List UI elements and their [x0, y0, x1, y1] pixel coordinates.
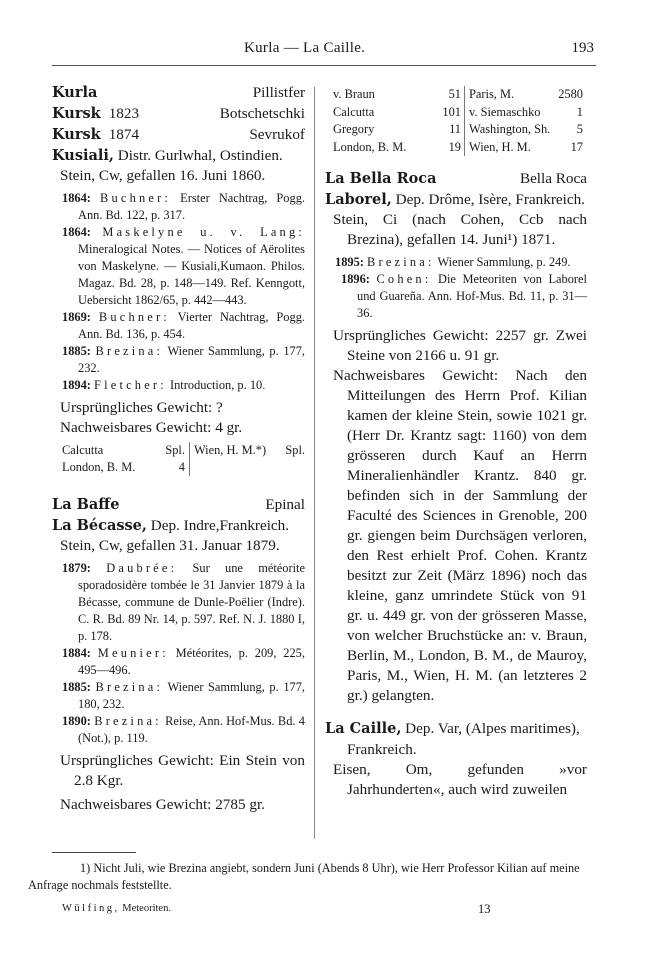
collection-row: v. Braun 51: [333, 87, 461, 101]
entry-year: 1823: [108, 105, 140, 122]
collection-row: London, B. M. 4: [62, 460, 185, 474]
literature-item: 1879: Daubrée: Sur une météorite sporadosidère tombée le 31 Janvier 1879 à la Bécasse, commune de Dunle-Poëlier (Indre). C. R. Bd. 89 Nr. 14, p. 597. Ref. N. J. 1880 I, p. 178.: [62, 561, 305, 643]
sheet-number: 13: [478, 902, 491, 916]
literature-item: 1885: Brezina: Wiener Sammlung, p. 177, 180, 232.: [62, 680, 305, 711]
see-reference: Botschetschki: [219, 105, 305, 122]
cross-ref-entry: [52, 103, 305, 124]
literature-item: 1890: Brezina: Reise, Ann. Hof-Mus. Bd. 4 (Not.), p. 119.: [62, 714, 305, 745]
collection-table: [62, 442, 305, 476]
original-weight: Ursprüngliches Gewicht: 2257 gr. Zwei Steine von 2166 u. 91 gr.: [333, 327, 587, 364]
header-rule: [52, 65, 596, 66]
entry-name: Kurla: [52, 84, 98, 101]
running-header: [52, 38, 616, 62]
signature-author: Wülfing,: [62, 903, 120, 914]
footnote-text: Nicht Juli, wie Brezina angiebt, sondern Juni (Abends 8 Uhr), wie Herr Professor Kilian auf meine Anfrage nochmals feststellte.: [28, 861, 580, 892]
cross-ref-entry: [325, 168, 587, 189]
collection-row: Wien, H. M.*) Spl.: [193, 443, 305, 457]
cross-ref-entry: [52, 82, 305, 103]
entry-name: La Bella Roca: [325, 170, 437, 187]
entry-name: Kursk: [52, 126, 101, 143]
see-reference: Epinal: [265, 496, 305, 513]
meteorite-entry-la-caille: [325, 718, 587, 760]
see-reference: Bella Roca: [519, 170, 587, 187]
left-column: [52, 82, 305, 815]
entry-year: 1874: [108, 126, 140, 143]
verifiable-weight: Nachweisbares Gewicht: 2785 gr.: [60, 796, 265, 813]
right-column: [325, 82, 587, 800]
fall-info: Stein, Cw, gefallen 16. Juni 1860.: [60, 167, 266, 184]
collection-row: Calcutta Spl.: [62, 443, 185, 457]
see-reference: Pillistfer: [252, 84, 305, 101]
column-divider: [314, 87, 315, 839]
collection-row: Calcutta 101: [333, 104, 461, 119]
collection-row: London, B. M. 19: [333, 139, 461, 154]
literature-item: 1896: Cohen: Die Meteoriten von Laborel und Guareña. Ann. Hof-Mus. Bd. 11, p. 31—36.: [341, 272, 587, 320]
meteorite-entry-la-becasse: [52, 515, 305, 536]
page-number: 193: [571, 40, 594, 56]
fall-info: Stein, Cw, gefallen 31. Januar 1879.: [60, 537, 280, 554]
cross-ref-entry: [52, 494, 305, 515]
literature-item: 1884: Meunier: Météorites, p. 209, 225, 495—496.: [62, 646, 305, 677]
collection-list-right: [190, 442, 305, 476]
literature-item: 1864: Buchner: Erster Nachtrag, Pogg. Ann. Bd. 122, p. 317.: [62, 191, 305, 222]
fall-info: Eisen, Om, gefunden »vor Jahrhunderten«, auch wird zuweilen: [333, 761, 587, 798]
printer-signature: [62, 903, 171, 914]
literature-item: 1885: Brezina: Wiener Sammlung, p. 177, 232.: [62, 344, 305, 375]
entry-name: La Bécasse,: [52, 517, 147, 534]
running-title: Kurla — La Caille.: [244, 40, 366, 56]
entry-location: Dep. Drôme, Isère, Frankreich.: [395, 191, 585, 208]
cross-ref-entry: [52, 124, 305, 145]
meteorite-entry-laborel: [325, 189, 587, 210]
entry-name: La Baffe: [52, 496, 120, 513]
literature-item: 1864: Maskelyne u. v. Lang: Mineralogical Notes. — Notices of Aërolites von Maskelyne. — Kusiali,Kumaon. Philos. Magaz. Bd. 28, p. 148—149. Ref. Kenngott, Uebersicht 1862/65, p. 442—443.: [62, 225, 305, 307]
footnote-rule: [52, 852, 136, 853]
meteorite-entry-kusiali: [52, 145, 305, 166]
collection-table: [333, 86, 587, 156]
entry-location: Distr. Gurlwhal, Ostindien.: [117, 147, 283, 164]
signature-work: Meteoriten.: [122, 903, 171, 914]
collection-list-left: [333, 86, 465, 156]
entry-name: Laborel,: [325, 191, 392, 208]
entry-location: Dep. Var, (Alpes maritimes), Frankreich.: [347, 720, 580, 758]
see-reference: Sevrukof: [249, 126, 305, 143]
collection-row: Wien, H. M. 17: [469, 139, 583, 154]
original-weight: Ursprüngliches Gewicht: ?: [60, 399, 223, 416]
fall-info: Stein, Ci (nach Cohen, Ccb nach Brezina), gefallen 14. Juni¹) 1871.: [333, 211, 587, 248]
entry-name: Kusiali,: [52, 147, 114, 164]
literature-item: 1894: Fletcher: Introduction, p. 10.: [62, 378, 266, 392]
verifiable-weight: Nachweisbares Gewicht: Nach den Mitteilungen des Herrn Prof. Kilian kamen der kleine Stein, sowie 1021 gr. (Herr Dr. Krantz sagt: 1160) von dem grösseren durch Kauf an Herrn Mineralienhändler Krantz. 840 gr. befinden sich in der Sammlung der Faculté des Sciences in Grenoble, 200 gr. giengen beim Durchsägen verloren, den Rest erhielt Prof. Cohen. Krantz besitzt zur Zeit (März 1896) noch das kleine, ganz umrindete Stück von 91 gr. u. 449 gr. von der grösseren Masse, von welcher Bruchstücke an: v. Braun, Berlin, M., London, B. M., de Mauroy, Paris, M., Wien, H. M. (an letzteres 2 gr.) gelangten.: [333, 367, 587, 704]
collection-row: v. Siemaschko 1: [469, 104, 583, 119]
original-weight: Ursprüngliches Gewicht: Ein Stein von 2.8 Kgr.: [60, 752, 305, 789]
verifiable-weight: Nachweisbares Gewicht: 4 gr.: [60, 419, 243, 436]
literature-item: 1895: Brezina: Wiener Sammlung, p. 249.: [335, 255, 571, 269]
collection-row: Paris, M. 2580: [469, 87, 583, 101]
entry-name: Kursk: [52, 105, 101, 122]
footnote: [28, 860, 618, 893]
collection-list-left: [62, 442, 190, 476]
collection-list-right: [465, 86, 583, 156]
collection-row: Washington, Sh. 5: [469, 122, 583, 136]
entry-name: La Caille,: [325, 720, 402, 737]
entry-location: Dep. Indre,Frankreich.: [150, 517, 290, 534]
collection-row: Gregory 11: [333, 122, 461, 136]
literature-item: 1869: Buchner: Vierter Nachtrag, Pogg. Ann. Bd. 136, p. 454.: [62, 310, 305, 341]
footnote-marker: 1): [80, 861, 91, 875]
